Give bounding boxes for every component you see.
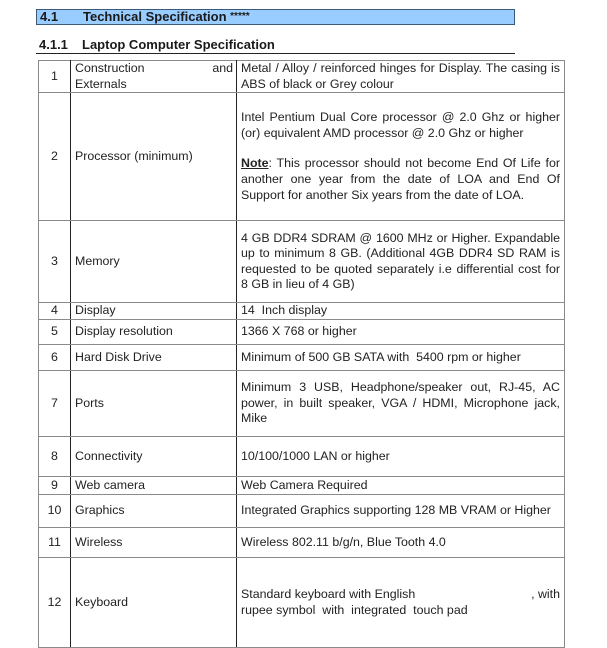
- spec-name: Keyboard: [71, 558, 237, 648]
- row-number: 1: [39, 61, 71, 93]
- section-title: [83, 10, 250, 24]
- spec-name: Web camera: [71, 477, 237, 495]
- spec-value: [237, 558, 565, 648]
- row-number: 4: [39, 303, 71, 320]
- subsection-heading: [36, 37, 515, 54]
- spec-name: Hard Disk Drive: [71, 345, 237, 371]
- table-row: [39, 495, 565, 528]
- table-row: [39, 558, 565, 648]
- row-number: 8: [39, 437, 71, 477]
- spec-name: Graphics: [71, 495, 237, 528]
- table-row: [39, 345, 565, 371]
- table-row: [39, 93, 565, 221]
- row-number: 12: [39, 558, 71, 648]
- section-stars: *****: [230, 11, 250, 22]
- spec-name: Display: [71, 303, 237, 320]
- spec-value: Minimum of 500 GB SATA with 5400 rpm or higher: [237, 345, 565, 371]
- paragraph-gap: [241, 141, 560, 156]
- row-number: 3: [39, 221, 71, 303]
- spec-name-line1: Construction and: [75, 61, 233, 75]
- spec-value: [237, 93, 565, 221]
- table-row: [39, 303, 565, 320]
- spec-table: [38, 60, 565, 648]
- subsection-number: 4.1.1: [39, 37, 68, 52]
- row-number: 11: [39, 528, 71, 558]
- spec-value: Wireless 802.11 b/g/n, Blue Tooth 4.0: [237, 528, 565, 558]
- table-row: [39, 477, 565, 495]
- spec-value: Minimum 3 USB, Headphone/speaker out, RJ-45, AC power, in built speaker, VGA / HDMI, Microphone jack, Mike: [237, 371, 565, 437]
- spec-value: Web Camera Required: [237, 477, 565, 495]
- spec-value: 4 GB DDR4 SDRAM @ 1600 MHz or Higher. Expandable up to minimum 8 GB. (Additional 4GB DDR4 SD RAM is requested to be quoted separately i.e differential cost for 8 GB in lieu of 4 GB): [237, 221, 565, 303]
- spec-name: Wireless: [71, 528, 237, 558]
- spec-name: Ports: [71, 371, 237, 437]
- spec-name: Processor (minimum): [71, 93, 237, 221]
- row-number: 2: [39, 93, 71, 221]
- spec-name: Connectivity: [71, 437, 237, 477]
- table-row: [39, 437, 565, 477]
- spec-value-line2: rupee symbol with integrated touch pad: [241, 602, 468, 617]
- row-number: 7: [39, 371, 71, 437]
- spec-value-text: Intel Pentium Dual Core processor @ 2.0 Ghz or higher (or) equivalent AMD processor @ 2.0 Ghz or higher: [241, 110, 560, 140]
- spec-name: [71, 61, 237, 93]
- spec-value: Metal / Alloy / reinforced hinges for Display. The casing is ABS of black or Grey colour: [237, 61, 565, 93]
- table-row: [39, 320, 565, 345]
- row-number: 5: [39, 320, 71, 345]
- note-text: : This processor should not become End Of Life for another one year from the date of LOA and End Of Support for another Six years from the date of LOA.: [241, 156, 560, 202]
- spec-value-line1-end: , with: [531, 587, 560, 602]
- row-number: 10: [39, 495, 71, 528]
- row-number: 9: [39, 477, 71, 495]
- spec-value-line1: [241, 587, 560, 603]
- note-label: Note: [241, 156, 269, 171]
- section-title-text: Technical Specification: [83, 9, 227, 24]
- table-row: [39, 221, 565, 303]
- spec-value: 10/100/1000 LAN or higher: [237, 437, 565, 477]
- spec-value: Integrated Graphics supporting 128 MB VRAM or Higher: [237, 495, 565, 528]
- section-number: 4.1: [40, 9, 59, 24]
- spec-value: 1366 X 768 or higher: [237, 320, 565, 345]
- row-number: 6: [39, 345, 71, 371]
- spec-value-line1-start: Standard keyboard with English: [241, 587, 416, 602]
- spec-name: Memory: [71, 221, 237, 303]
- section-heading: [36, 9, 515, 25]
- table-row: [39, 371, 565, 437]
- subsection-title: Laptop Computer Specification: [82, 37, 275, 52]
- spec-value: 14 Inch display: [237, 303, 565, 320]
- spec-name: Display resolution: [71, 320, 237, 345]
- spec-name-line2: Externals: [75, 76, 127, 91]
- table-row: [39, 61, 565, 93]
- table-row: [39, 528, 565, 558]
